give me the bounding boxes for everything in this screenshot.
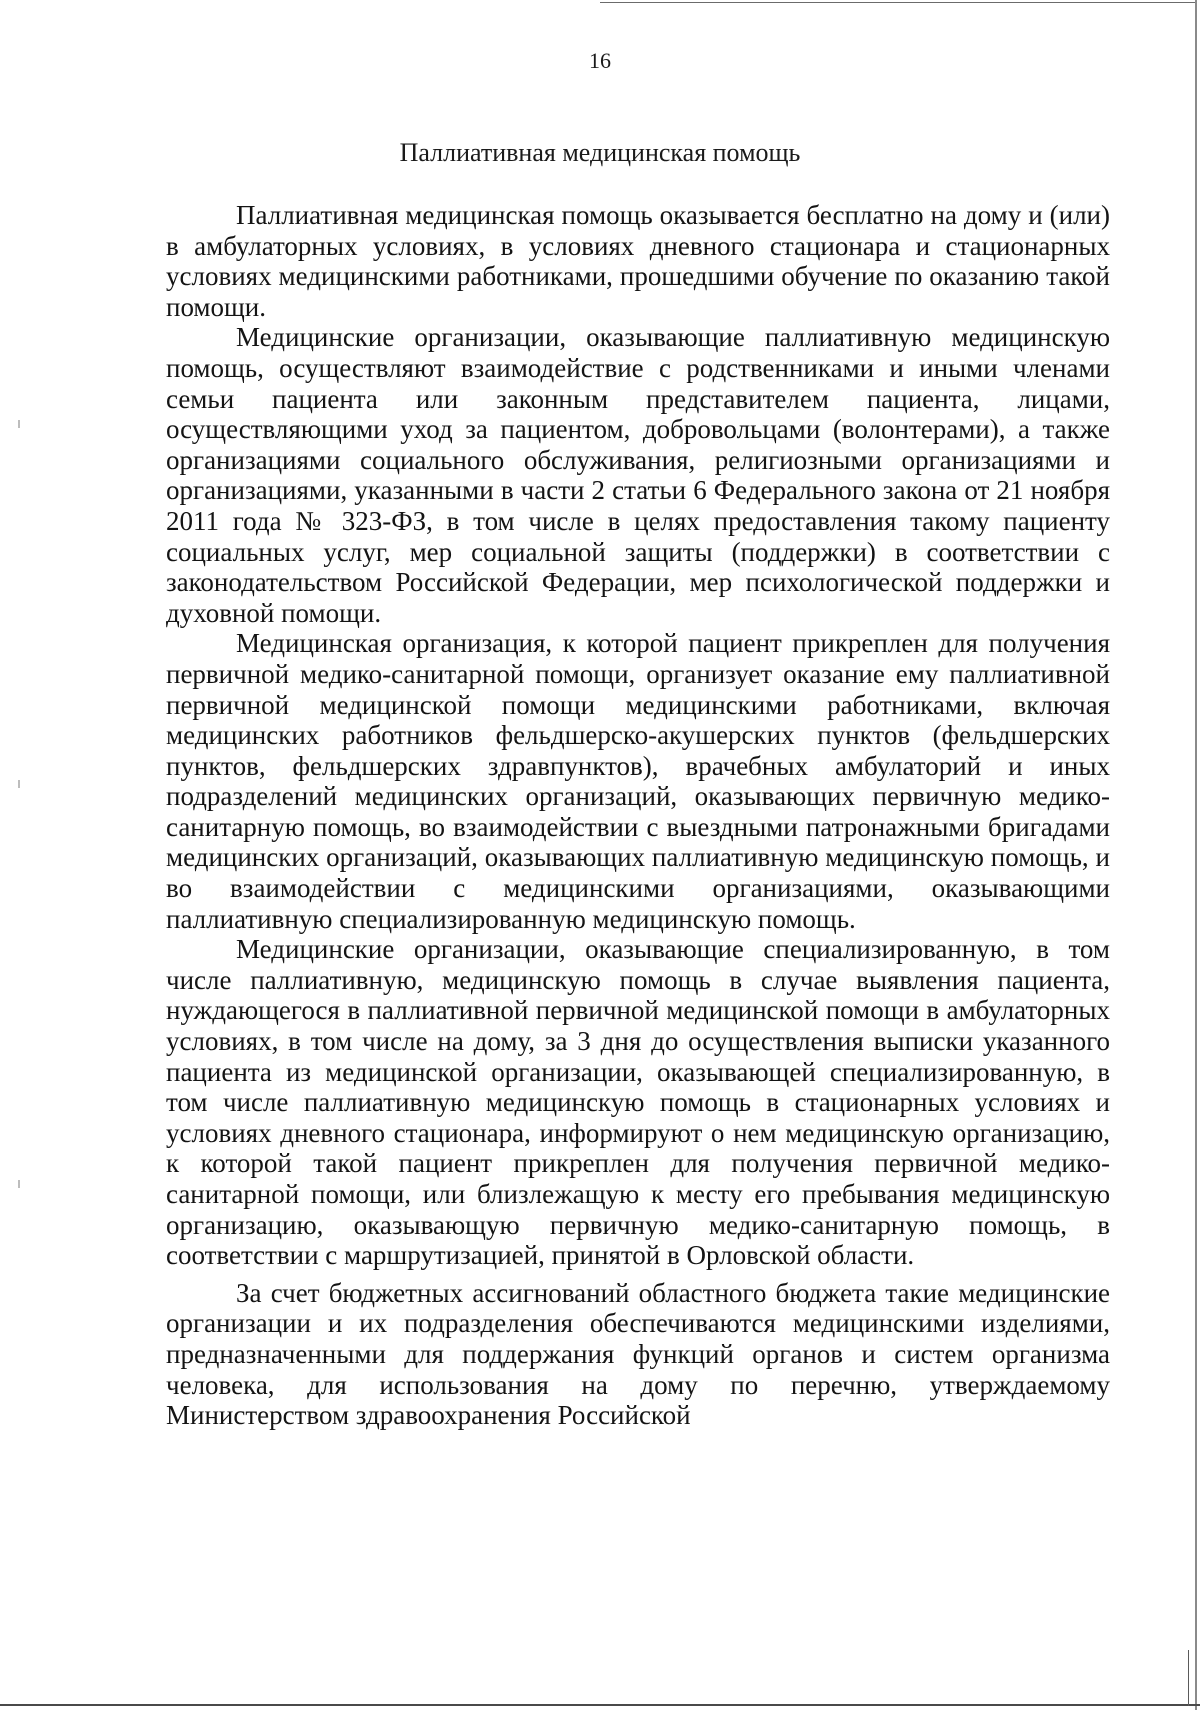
page-number: 16 [589, 48, 611, 73]
scan-speck [18, 1180, 20, 1188]
paragraph-3 [166, 628, 1110, 934]
document-body [166, 200, 1110, 1431]
scan-edge-bottom [0, 1704, 1200, 1706]
paragraph-5 [166, 1278, 1110, 1431]
paragraph-text: За счет бюджетных ассигнований областного бюджета такие медицинские организации и их подразделения обеспечиваются медицинскими изделиями, предназначенными для поддержания функций органов и систем организма человека, для использования на дому по перечню, утверждаемому Министерством здравоохранения Российской [166, 1277, 1110, 1431]
scan-edge-right [1195, 0, 1197, 1710]
paragraph-2 [166, 322, 1110, 628]
paragraph-text: Медицинские организации, оказывающие паллиативную медицинскую помощь, осуществляют взаимодействие с родственниками и иными членами семьи пациента или законным представителем пациента, лицами, осуществляющими уход за пациентом, добровольцами (волонтерами), а также организациями социального обслуживания, религиозными организациями и организациями, указанными в части 2 статьи 6 Федерального закона от 21 ноября 2011 года № 323-ФЗ, в том числе в целях предоставления такому пациенту социальных услуг, мер социальной защиты (поддержки) в соответствии с законодательством Российской Федерации, мер психологической поддержки и духовной помощи. [166, 322, 1110, 628]
scan-edge-corner-mark [1188, 1650, 1189, 1706]
paragraph-text: Паллиативная медицинская помощь оказывается бесплатно на дому и (или) в амбулаторных условиях, в условиях дневного стационара и стационарных условиях медицинскими работниками, прошедшими обучение по оказанию такой помощи. [166, 200, 1110, 322]
scan-speck [18, 780, 20, 788]
paragraph-text: Медицинская организация, к которой пациент прикреплен для получения первичной медико-санитарной помощи, организует оказание ему паллиативной первичной медицинской помощи медицинскими работниками, включая медицинских работников фельдшерско-акушерских пунктов (фельдшерских пунктов, фельдшерских здравпунктов), врачебных амбулаторий и иных подразделений медицинских организаций, оказывающих первичную медико-санитарную помощь, во взаимодействии с выездными патронажными бригадами медицинских организаций, оказывающих паллиативную медицинскую помощь, и во взаимодействии с медицинскими организациями, оказывающими паллиативную специализированную медицинскую помощь. [166, 628, 1110, 934]
paragraph-text: Медицинские организации, оказывающие специализированную, в том числе паллиативную, медицинскую помощь в случае выявления пациента, нуждающегося в паллиативной первичной медицинской помощи в амбулаторных условиях, в том числе на дому, за 3 дня до осуществления выписки указанного пациента из медицинской организации, оказывающей специализированную, в том числе паллиативную медицинскую помощь в стационарных условиях и условиях дневного стационара, информируют о нем медицинскую организацию, к которой такой пациент прикреплен для получения первичной медико-санитарной помощи, или близлежащую к месту его пребывания медицинскую организацию, оказывающую первичную медико-санитарную помощь, в соответствии с маршрутизацией, принятой в Орловской области. [166, 934, 1110, 1271]
page-title: Паллиативная медицинская помощь [399, 138, 801, 167]
scan-speck [18, 420, 20, 428]
paragraph-1 [166, 200, 1110, 322]
paragraph-4 [166, 934, 1110, 1271]
scan-edge-top [600, 2, 1196, 3]
